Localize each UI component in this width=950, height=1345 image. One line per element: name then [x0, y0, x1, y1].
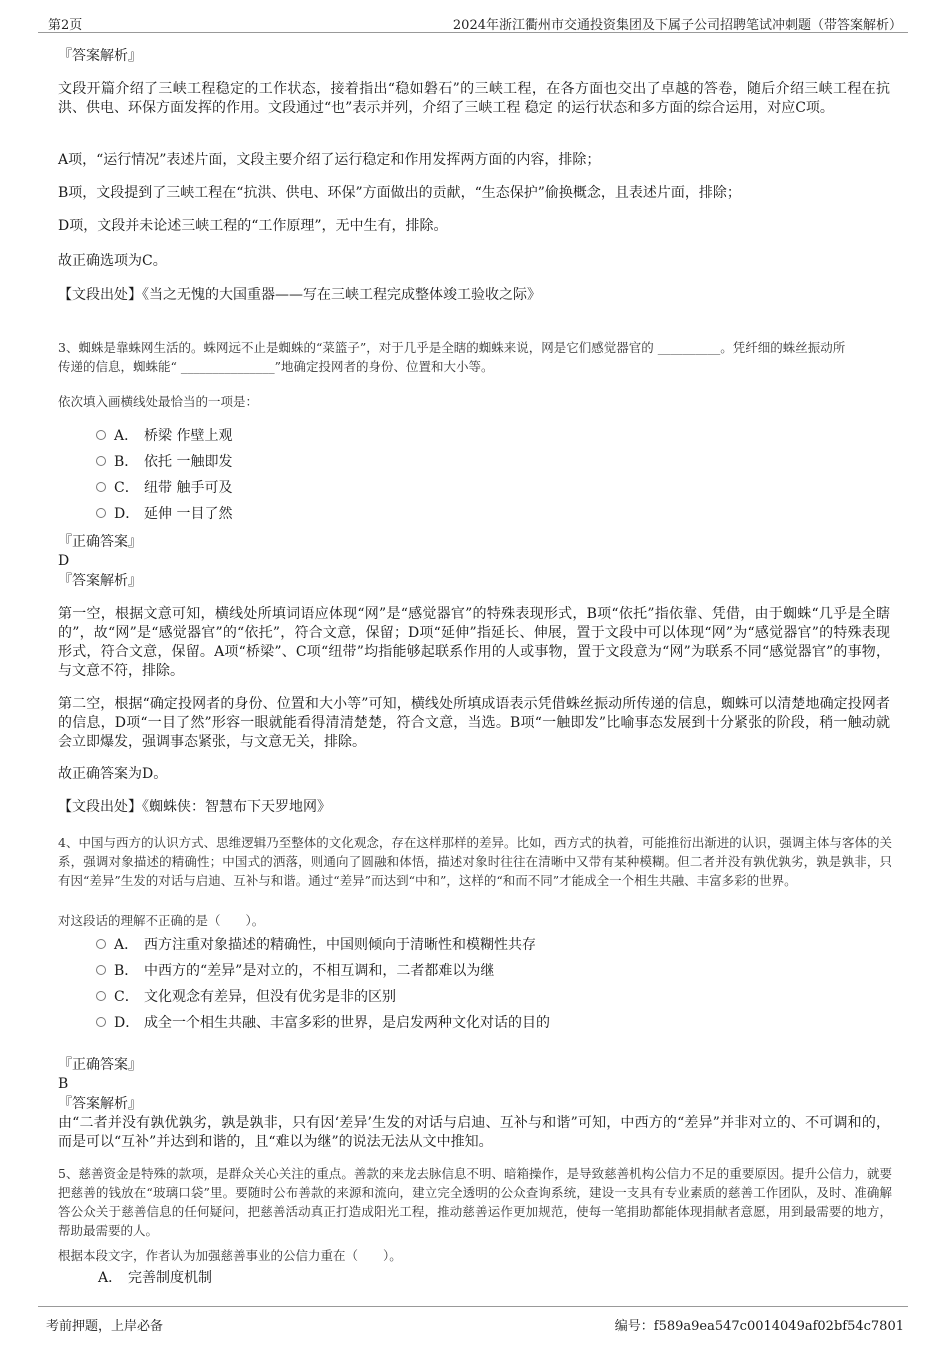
- analysis-paragraph: A项，“运行情况”表述片面，文段主要介绍了运行稳定和作用发挥两方面的内容，排除；: [58, 152, 601, 168]
- document-title: 2024年浙江衢州市交通投资集团及下属子公司招聘笔试冲刺题（带答案解析）: [452, 18, 902, 33]
- page-footer: [38, 1306, 908, 1333]
- radio-icon[interactable]: [96, 939, 106, 949]
- option-a[interactable]: A． 桥梁 作壁上观: [96, 426, 232, 446]
- radio-icon[interactable]: [96, 508, 106, 518]
- option-a[interactable]: A． 西方注重对象描述的精确性，中国则倾向于清晰性和模糊性共存: [96, 935, 536, 955]
- analysis-paragraph: B项，文段提到了三峡工程在“抗洪、供电、环保”方面做出的贡献，“生态保护”偷换概念，且表述片面，排除；: [58, 185, 741, 201]
- question-prompt: 对这段话的理解不正确的是（ ）。: [58, 913, 265, 928]
- question-stem: 5、慈善资金是特殊的款项，是群众关心关注的重点。善款的来龙去脉信息不明、暗箱操作，是导致慈善机构公信力不足的重要原因。提升公信力，就要把慈善的钱放在“玻璃口袋”里。要随时公布善款的来源和流向，建立完全透明的公众查询系统，建设一支具有专业素质的慈善工作团队，及时、准确解答公众关于慈善信息的任何疑问，把慈善活动真正打造成阳光工程，推动慈善运作更加规范，使每一笔捐助都能体现捐献者意愿，用到最需要的地方，帮助最需要的人。: [58, 1166, 892, 1238]
- radio-icon[interactable]: [96, 991, 106, 1001]
- analysis-paragraph: 第二空，根据“确定投网者的身份、位置和大小等”可知，横线处所填成语表示凭借蛛丝振动所传递的信息，蜘蛛可以清楚地确定投网者的信息，D项“一目了然”形容一眼就能看得清清楚楚，符合文意，当选。B项“一触即发”比喻事态发展到十分紧张的阶段，稍一触动就会立即爆发，强调事态紧张，与文意无关，排除。: [58, 696, 890, 750]
- analysis-label: 『答案解析』: [58, 1096, 142, 1112]
- correct-answer: D: [58, 553, 70, 569]
- option-d[interactable]: D． 延伸 一目了然: [96, 504, 232, 524]
- option-a[interactable]: A． 完善制度机制: [98, 1270, 212, 1286]
- analysis-paragraph: 由“二者并没有孰优孰劣，孰是孰非，只有因‘差异’生发的对话与启迪、互补与和谐”可知，中西方的“差异”并非对立的、不可调和的，而是可以“互补”并达到和谐的，且“难以为继”的说法无法从文中推知。: [58, 1115, 890, 1150]
- question-prompt: 根据本段文字，作者认为加强慈善事业的公信力重在（ ）。: [58, 1248, 402, 1263]
- document-id: 编号：f589a9ea547c0014049af02bf54c7801: [614, 1319, 904, 1334]
- correct-answer-label: 『正确答案』: [58, 534, 142, 550]
- radio-icon[interactable]: [96, 430, 106, 440]
- question-stem: 4、中国与西方的认识方式、思维逻辑乃至整体的文化观念，存在这样那样的差异。比如，西方式的执着，可能推衍出渐进的认识，强调主体与客体的关系，强调对象描述的精确性；中国式的洒落，则通向了圆融和体悟，描述对象时往往在清晰中又带有某种模糊。但二者并没有孰优孰劣，孰是孰非，只有因“差异”生发的对话与启迪、互补与和谐。通过“差异”而达到“中和”，这样的“和而不同”才能成全一个相生共融、丰富多彩的世界。: [58, 835, 892, 888]
- conclusion: 故正确选项为C。: [58, 253, 167, 269]
- analysis-label: 『答案解析』: [58, 573, 142, 589]
- analysis-paragraph: 第一空，根据文意可知，横线处所填词语应体现“网”是“感觉器官”的特殊表现形式，B项“依托”指依靠、凭借，由于蜘蛛“几乎是全瞎的”，故“网”是“感觉器官”的“依托”，符合文意，保留；D项“延伸”指延长、伸展，置于文段中可以体现“网”为“感觉器官”的特殊表现形式，符合文意，保留。A项“桥梁”、C项“纽带”均指能够起联系作用的人或事物，置于文段意为“网”为联系不同“感觉器官”的事物，与文意不符，排除。: [58, 606, 890, 679]
- radio-icon[interactable]: [96, 1017, 106, 1027]
- page-number: 第2页: [48, 18, 83, 33]
- option-c[interactable]: C． 纽带 触手可及: [96, 478, 232, 498]
- analysis-paragraph: D项，文段并未论述三峡工程的“工作原理”，无中生有，排除。: [58, 218, 448, 234]
- source-citation: 【文段出处】《当之无愧的大国重器——写在三峡工程完成整体竣工验收之际》: [58, 287, 541, 303]
- analysis-paragraph: 文段开篇介绍了三峡工程稳定的工作状态，接着指出“稳如磐石”的三峡工程，在各方面也交出了卓越的答卷，随后介绍三峡工程在抗洪、供电、环保方面发挥的作用。文段通过“也”表示并列，介绍了三峡工程 稳定 的运行状态和多方面的综合运用，对应C项。: [58, 81, 890, 116]
- radio-icon[interactable]: [96, 965, 106, 975]
- analysis-label: 『答案解析』: [58, 48, 142, 64]
- conclusion: 故正确答案为D。: [58, 766, 168, 782]
- source-citation: 【文段出处】《蜘蛛侠：智慧布下天罗地网》: [58, 799, 331, 815]
- question-prompt: 依次填入画横线处最恰当的一项是：: [58, 394, 259, 409]
- question-stem: 3、蜘蛛是靠蛛网生活的。蛛网远不止是蜘蛛的“菜篮子”，对于几乎是全瞎的蜘蛛来说，网是它们感觉器官的 __________。凭纤细的蛛丝振动所: [58, 340, 846, 355]
- radio-icon[interactable]: [96, 456, 106, 466]
- option-d[interactable]: D． 成全一个相生共融、丰富多彩的世界，是启发两种文化对话的目的: [96, 1013, 550, 1033]
- option-b[interactable]: B． 中西方的“差异”是对立的，不相互调和，二者都难以为继: [96, 961, 494, 981]
- page-header: [38, 10, 908, 33]
- footer-slogan: 考前押题，上岸必备: [46, 1319, 164, 1334]
- option-b[interactable]: B． 依托 一触即发: [96, 452, 232, 472]
- question-stem: 传递的信息，蜘蛛能“ _______________”地确定投网者的身份、位置和大小等。: [58, 359, 494, 374]
- correct-answer: B: [58, 1076, 69, 1092]
- correct-answer-label: 『正确答案』: [58, 1057, 142, 1073]
- option-c[interactable]: C． 文化观念有差异，但没有优劣是非的区别: [96, 987, 396, 1007]
- radio-icon[interactable]: [96, 482, 106, 492]
